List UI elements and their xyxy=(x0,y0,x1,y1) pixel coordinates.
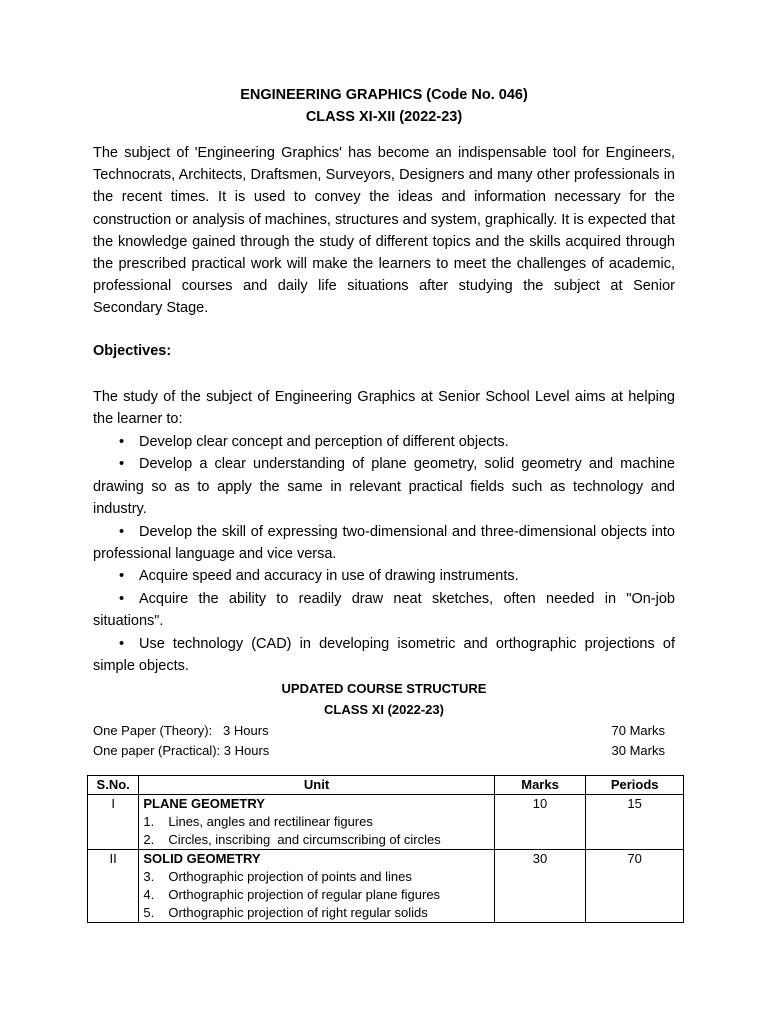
unit-topic: 4. Orthographic projection of regular plane figures xyxy=(143,887,441,902)
course-structure-title: UPDATED COURSE STRUCTURE xyxy=(281,681,487,696)
list-item: • Acquire the ability to readily draw neat sketches, often needed in "On-job situations". xyxy=(93,588,675,633)
list-item: • Acquire speed and accuracy in use of drawing instruments. xyxy=(93,565,675,587)
paper-practical-label: One paper (Practical): 3 Hours xyxy=(93,743,270,758)
paper-practical-marks: 30 Marks xyxy=(611,743,665,758)
header-periods: Periods xyxy=(586,776,684,795)
unit-topic: 5. Orthographic projection of right regular solids xyxy=(143,905,428,920)
intro-paragraph: The subject of 'Engineering Graphics' has become an indispensable tool for Engineers, Technocrats, Architects, Draftsmen, Surveyors, Designers and many other professionals in the recent times. It is used to convey the ideas and information necessary for the construction or analysis of machines, structures and system, graphically. It is expected that the knowledge gained through the study of different topics and the skills acquired through the prescribed practical work will make the learners to meet the challenges of academic, professional courses and daily life situations after studying the subject at Senior Secondary Stage. xyxy=(93,145,675,317)
table-row xyxy=(88,850,684,923)
objectives-list xyxy=(93,431,675,677)
unit-marks: 30 xyxy=(494,850,586,923)
unit-marks: 10 xyxy=(494,795,586,850)
bullet-icon: • xyxy=(119,590,125,607)
document-class-line: CLASS XI-XII (2022-23) xyxy=(305,109,463,125)
bullet-icon: • xyxy=(119,635,125,652)
course-table xyxy=(87,775,684,923)
list-item: • Develop a clear understanding of plane geometry, solid geometry and machine drawing so as to apply the same in relevant practical fields such as technology and industry. xyxy=(93,453,675,520)
paper-theory-label: One Paper (Theory): 3 Hours xyxy=(93,723,269,738)
course-structure-class: CLASS XI (2022-23) xyxy=(324,702,444,717)
unit-periods: 70 xyxy=(586,850,684,923)
unit-topic: 3. Orthographic projection of points and lines xyxy=(143,869,412,884)
unit-cell xyxy=(139,795,494,850)
paper-practical-line xyxy=(93,743,665,758)
document-title: ENGINEERING GRAPHICS (Code No. 046) xyxy=(240,87,528,103)
paper-theory-marks: 70 Marks xyxy=(611,723,665,738)
table-row xyxy=(88,795,684,850)
header-marks: Marks xyxy=(494,776,586,795)
header-sno: S.No. xyxy=(88,776,139,795)
bullet-icon: • xyxy=(119,523,125,540)
unit-sno: II xyxy=(88,850,139,923)
list-item: • Develop clear concept and perception of different objects. xyxy=(93,431,675,453)
bullet-icon: • xyxy=(119,456,125,473)
unit-cell xyxy=(139,850,494,923)
table-header-row xyxy=(88,776,684,795)
unit-topic: 1. Lines, angles and rectilinear figures xyxy=(143,814,373,829)
unit-name: SOLID GEOMETRY xyxy=(143,851,261,866)
bullet-icon: • xyxy=(119,434,125,450)
paper-theory-line xyxy=(93,723,665,738)
objectives-heading: Objectives: xyxy=(93,343,172,359)
unit-sno: I xyxy=(88,795,139,850)
unit-name: PLANE GEOMETRY xyxy=(143,796,265,811)
bullet-icon: • xyxy=(119,568,125,585)
list-item: • Develop the skill of expressing two-dimensional and three-dimensional objects into professional language and vice versa. xyxy=(93,521,675,566)
list-item: • Use technology (CAD) in developing isometric and orthographic projections of simple objects. xyxy=(93,633,675,678)
unit-periods: 15 xyxy=(586,795,684,850)
unit-topic: 2. Circles, inscribing and circumscribing of circles xyxy=(143,832,441,847)
header-unit: Unit xyxy=(139,776,494,795)
objectives-lead: The study of the subject of Engineering Graphics at Senior School Level aims at helping the learner to: xyxy=(93,389,675,428)
